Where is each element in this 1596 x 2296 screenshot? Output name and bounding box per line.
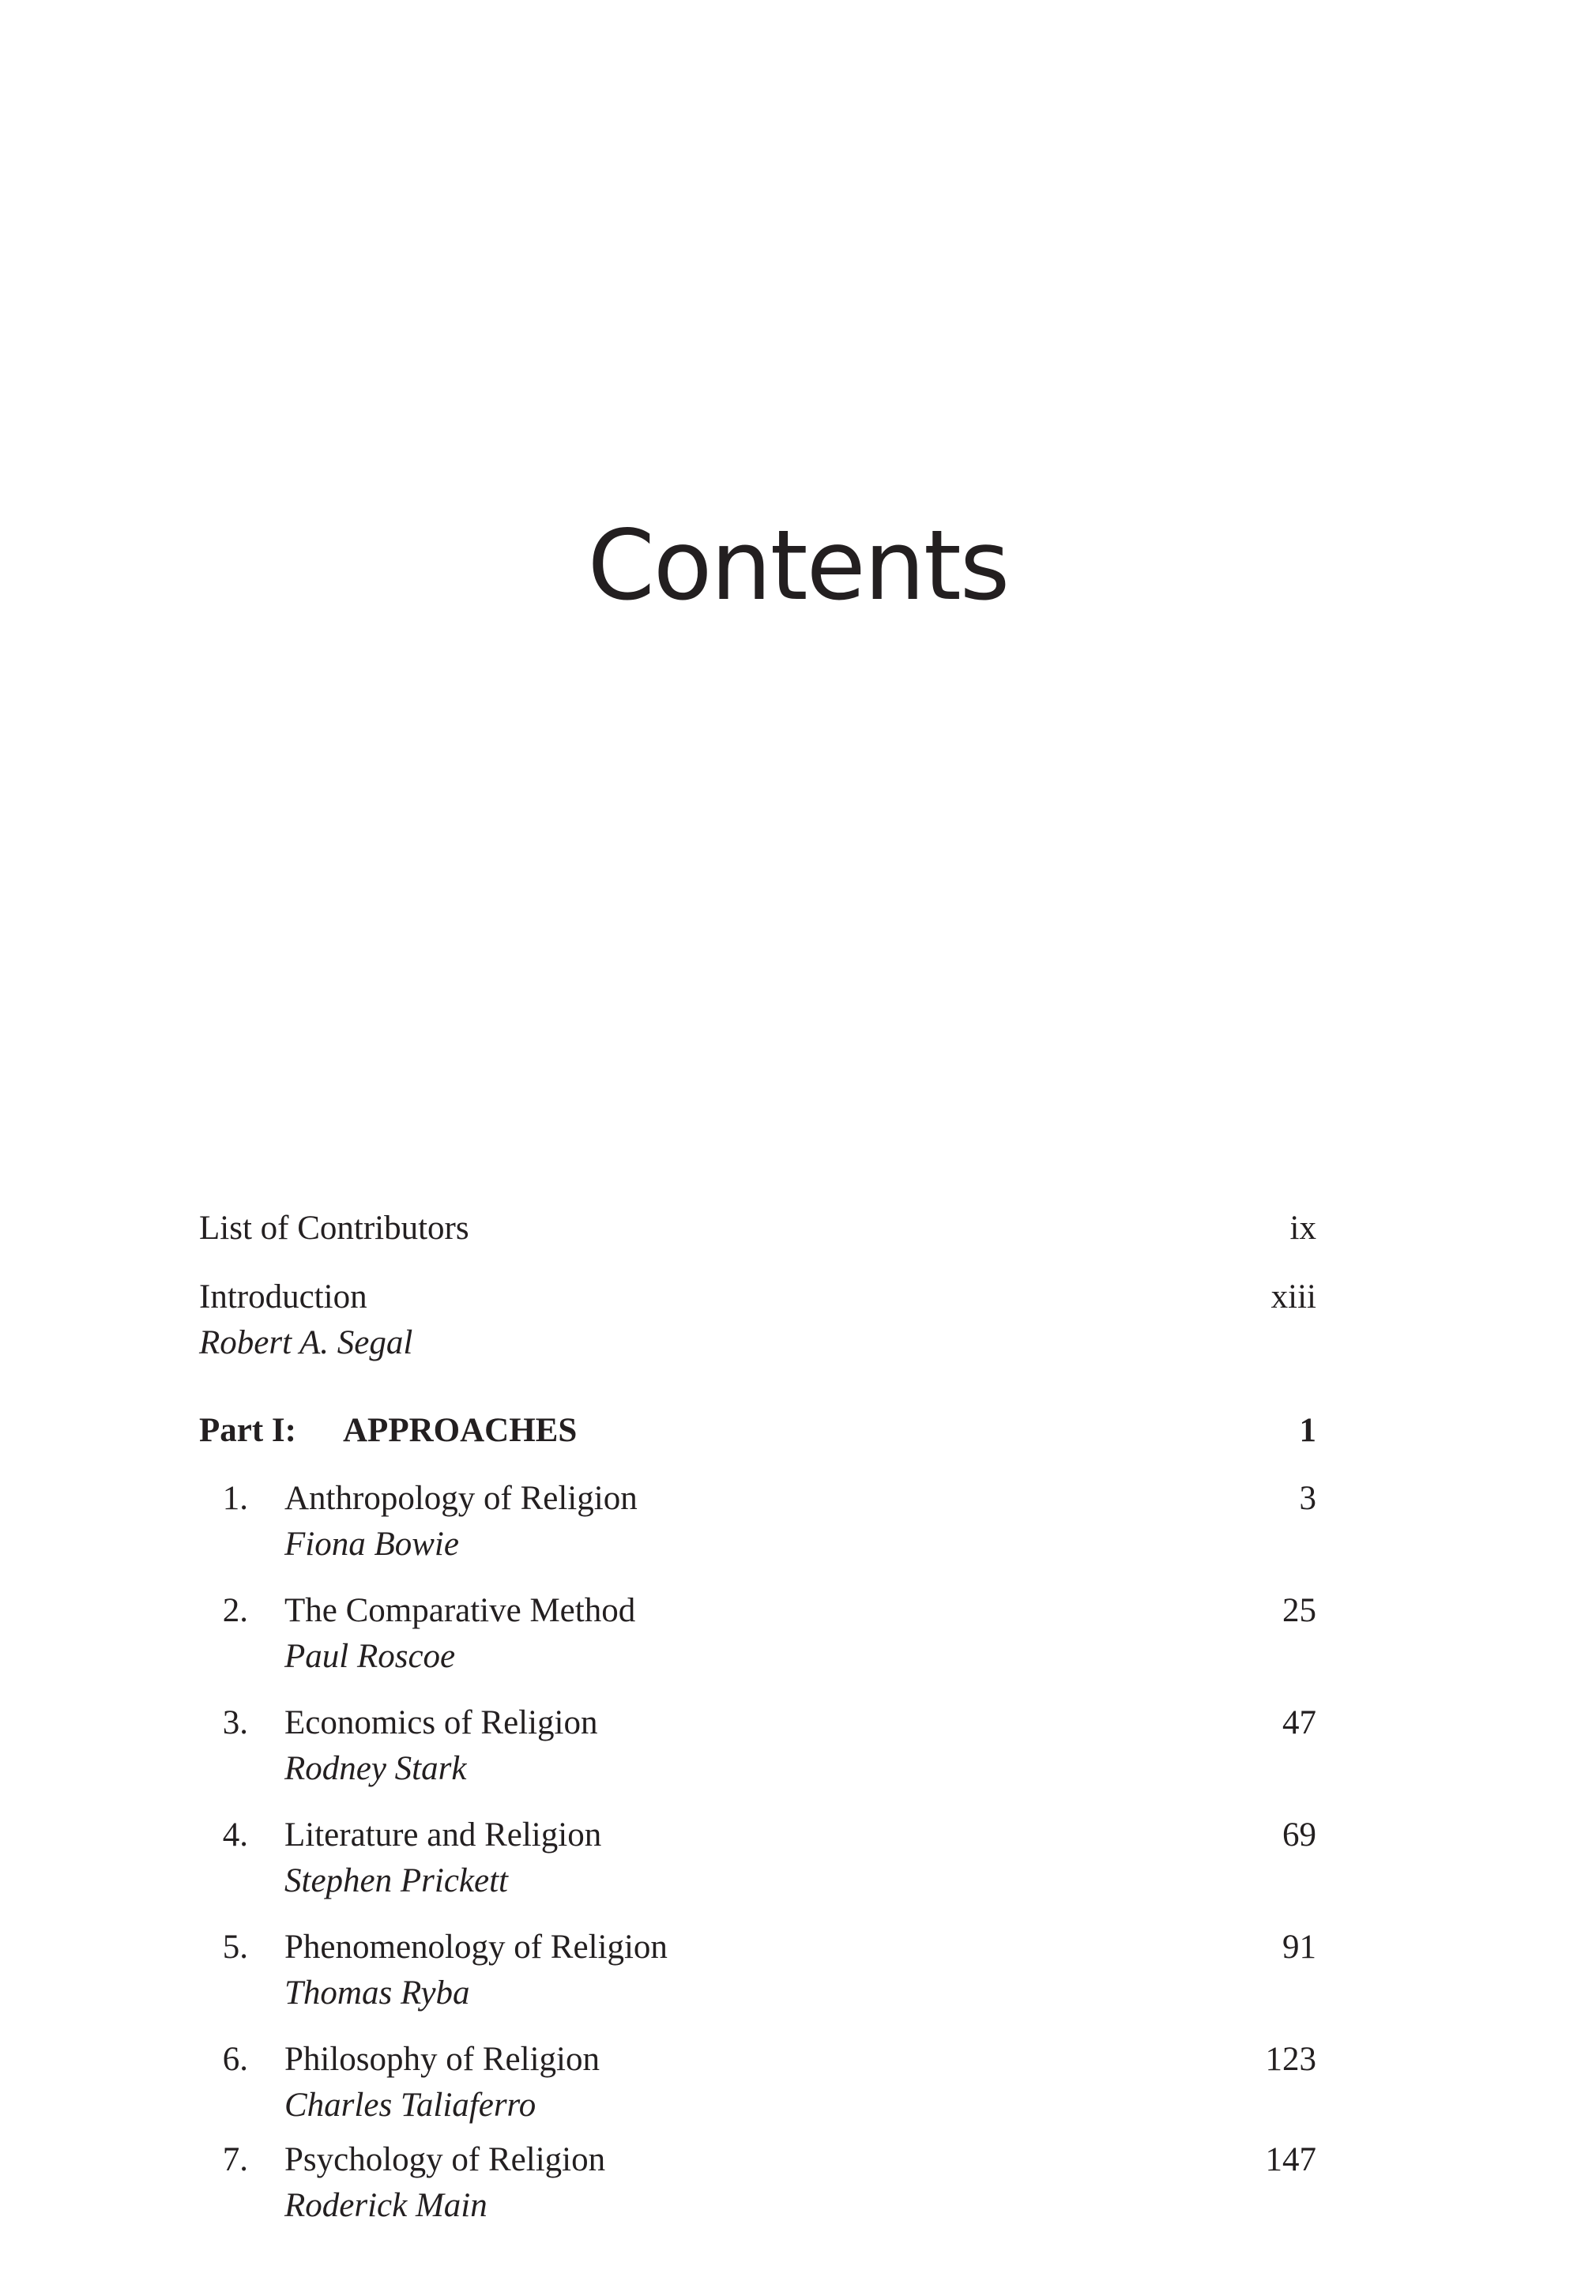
toc-entry-author: Robert A. Segal: [199, 1324, 413, 1361]
part-title: APPROACHES: [343, 1412, 578, 1449]
toc-chapter-2[interactable]: [199, 1588, 1316, 1675]
chapter-page-number: 123: [1265, 2041, 1316, 2078]
part-label: Part I:: [199, 1412, 296, 1449]
chapter-title: The Comparative Method: [284, 1592, 636, 1629]
chapter-author: Thomas Ryba: [284, 1974, 470, 2012]
toc-chapter-4[interactable]: [199, 1812, 1316, 1899]
chapter-author: Paul Roscoe: [284, 1638, 456, 1675]
toc-entry-page-number: xiii: [1270, 1278, 1316, 1315]
toc-chapter-5[interactable]: [199, 1925, 1316, 2012]
chapter-number: 1.: [222, 1480, 248, 1517]
toc-entry-page-number: ix: [1289, 1210, 1316, 1247]
chapter-number: 2.: [222, 1592, 248, 1629]
chapter-author: Roderick Main: [284, 2187, 487, 2224]
toc-entry-title: Introduction: [199, 1278, 367, 1315]
chapter-author: Stephen Prickett: [284, 1862, 508, 1899]
chapter-title: Psychology of Religion: [284, 2141, 606, 2178]
chapter-number: 3.: [222, 1704, 248, 1741]
chapter-page-number: 147: [1265, 2141, 1316, 2178]
chapter-title: Philosophy of Religion: [284, 2041, 600, 2078]
part-page-number: 1: [1299, 1412, 1316, 1449]
chapter-author: Fiona Bowie: [284, 1526, 459, 1563]
chapter-title: Anthropology of Religion: [284, 1480, 638, 1517]
toc-chapter-3[interactable]: [199, 1700, 1316, 1787]
chapter-title: Phenomenology of Religion: [284, 1929, 668, 1966]
chapter-author: Rodney Stark: [284, 1750, 467, 1787]
chapter-author: Charles Taliaferro: [284, 2087, 536, 2124]
chapter-page-number: 25: [1282, 1592, 1316, 1629]
toc-chapter-6[interactable]: [199, 2037, 1316, 2124]
chapter-number: 7.: [222, 2141, 248, 2178]
toc-entry-introduction[interactable]: [199, 1274, 1316, 1361]
chapter-page-number: 47: [1282, 1704, 1316, 1741]
toc-chapter-1[interactable]: [199, 1476, 1316, 1563]
chapter-number: 4.: [222, 1816, 248, 1854]
chapter-title: Economics of Religion: [284, 1704, 598, 1741]
chapter-title: Literature and Religion: [284, 1816, 602, 1854]
toc-entry-title: List of Contributors: [199, 1210, 469, 1247]
chapter-page-number: 3: [1299, 1480, 1316, 1517]
toc-chapter-7[interactable]: [199, 2137, 1316, 2224]
toc-part-heading[interactable]: [199, 1408, 1316, 1454]
chapter-page-number: 91: [1282, 1929, 1316, 1966]
page-title: Contents: [587, 510, 1009, 622]
toc-entry-list-of-contributors[interactable]: [199, 1206, 1316, 1252]
chapter-number: 6.: [222, 2041, 248, 2078]
chapter-number: 5.: [222, 1929, 248, 1966]
chapter-page-number: 69: [1282, 1816, 1316, 1854]
